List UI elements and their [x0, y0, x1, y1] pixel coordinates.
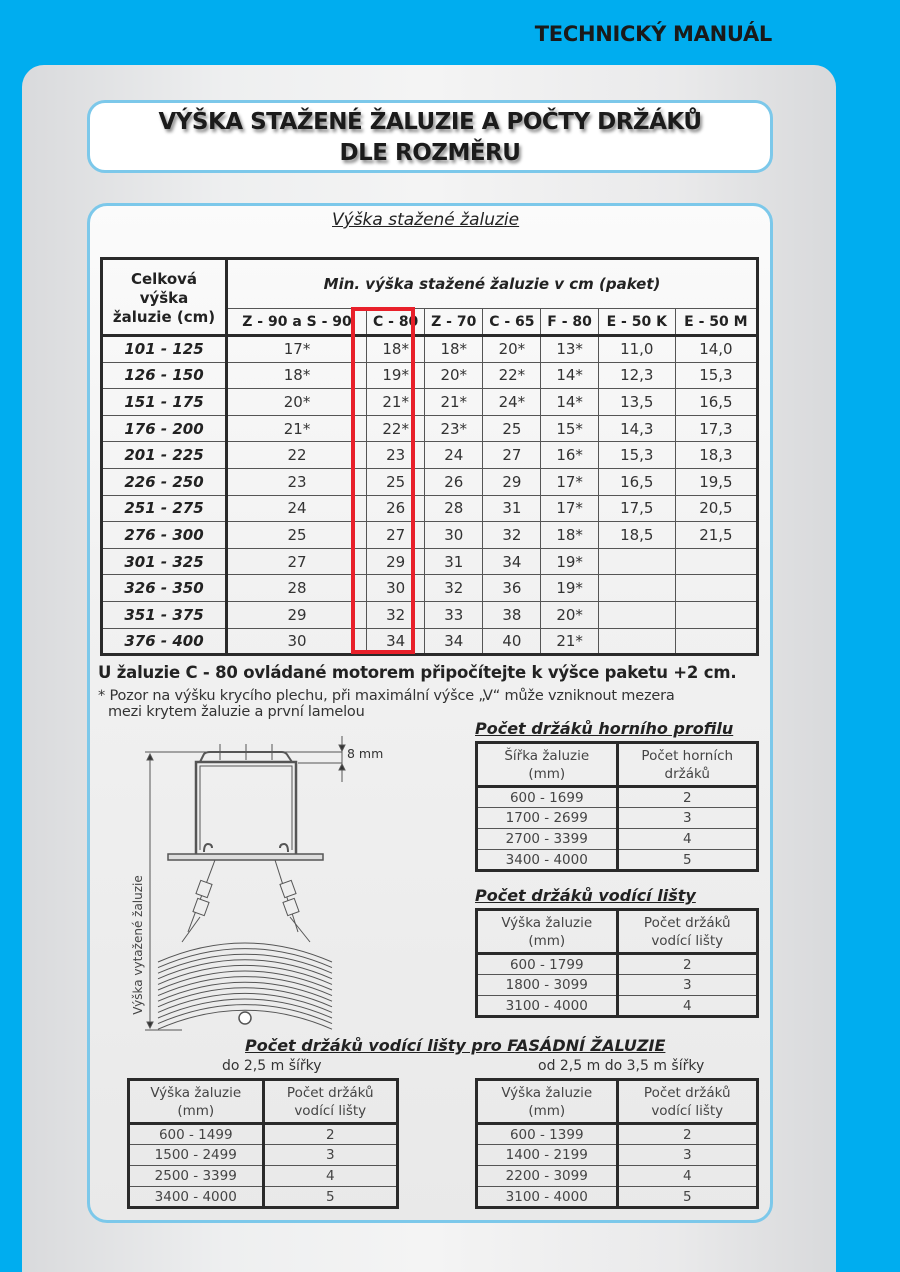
slat — [158, 993, 332, 1012]
table-cell: 29 — [483, 468, 541, 495]
row-label: 301 - 325 — [102, 548, 227, 575]
table-cell: 38 — [483, 601, 541, 628]
table-cell: 17* — [541, 495, 598, 522]
page-title — [87, 100, 773, 173]
table-cell: 20* — [483, 336, 541, 363]
range-cell: 600 - 1399 — [477, 1124, 618, 1145]
table-cell: 17* — [541, 468, 598, 495]
slat — [158, 965, 332, 984]
arrow-icon — [147, 754, 153, 760]
table-row — [129, 1166, 398, 1187]
table-cell: 34 — [425, 628, 483, 655]
table-cell: 14,0 — [675, 336, 757, 363]
table-cell: 32 — [425, 575, 483, 602]
count-cell: 5 — [617, 850, 758, 871]
count-cell: 3 — [617, 975, 758, 996]
column-header-line: Šířka žaluzie — [504, 747, 590, 764]
column-header: Z - 70 — [425, 309, 483, 336]
table-cell: 25 — [227, 522, 367, 549]
table-cell: 21* — [227, 415, 367, 442]
facade-right-table — [475, 1078, 759, 1209]
range-cell: 3400 - 4000 — [129, 1187, 264, 1208]
count-cell: 3 — [617, 808, 758, 829]
range-cell: 1400 - 2199 — [477, 1145, 618, 1166]
column-header — [617, 910, 758, 954]
count-cell: 2 — [617, 954, 758, 975]
table-cell — [598, 601, 675, 628]
arrow-icon — [147, 1022, 153, 1028]
motor-note: U žaluzie C - 80 ovládané motorem připočítejte k výšce paketu +2 cm. — [98, 663, 737, 682]
table-cell: 14* — [541, 389, 598, 416]
table-cell: 18* — [425, 336, 483, 363]
table-cell — [675, 548, 757, 575]
range-cell: 600 - 1699 — [477, 787, 618, 808]
table-row — [129, 1187, 398, 1208]
column-header-line: Počet držáků — [643, 1084, 731, 1101]
table-cell: 15* — [541, 415, 598, 442]
column-header — [263, 1080, 398, 1124]
range-cell: 2200 - 3099 — [477, 1166, 618, 1187]
table-cell: 19* — [541, 575, 598, 602]
table-cell: 20* — [227, 389, 367, 416]
slat — [158, 977, 332, 996]
range-cell: 3100 - 4000 — [477, 996, 618, 1017]
table-cell: 19* — [541, 548, 598, 575]
slat — [158, 982, 332, 1001]
table-cell: 17* — [227, 336, 367, 363]
slat — [158, 943, 332, 962]
count-cell: 2 — [617, 787, 758, 808]
table-cell: 14,3 — [598, 415, 675, 442]
table-cell: 21* — [541, 628, 598, 655]
header-row — [477, 1080, 758, 1124]
table-cell: 30 — [425, 522, 483, 549]
dimension-label-8mm: 8 mm — [347, 746, 384, 761]
column-header-line: (mm) — [528, 932, 566, 949]
table-row — [102, 628, 758, 655]
count-cell: 4 — [617, 829, 758, 850]
table-cell — [675, 628, 757, 655]
main-table-heading: Výška stažené žaluzie — [332, 210, 520, 230]
count-cell: 4 — [263, 1166, 398, 1187]
table-row — [102, 389, 758, 416]
column-header-line: Počet držáků — [286, 1084, 374, 1101]
table-cell: 33 — [425, 601, 483, 628]
header-row — [477, 743, 758, 787]
table-cell: 13* — [541, 336, 598, 363]
count-cell: 5 — [263, 1187, 398, 1208]
table-cell: 11,0 — [598, 336, 675, 363]
column-header: E - 50 M — [675, 309, 757, 336]
table-cell: 32 — [367, 601, 425, 628]
column-header-line: Počet držáků — [643, 914, 731, 931]
count-cell: 4 — [617, 996, 758, 1017]
table-cell — [598, 628, 675, 655]
column-header: C - 80 — [367, 309, 425, 336]
table-row — [102, 468, 758, 495]
table-cell: 26 — [425, 468, 483, 495]
column-header-line: držáků — [664, 765, 710, 782]
column-header-line: Počet horních — [641, 747, 734, 764]
table-body — [102, 336, 758, 655]
table-cell: 26 — [367, 495, 425, 522]
table-row — [102, 336, 758, 363]
table-cell: 24 — [227, 495, 367, 522]
row-label: 101 - 125 — [102, 336, 227, 363]
table-cell — [598, 575, 675, 602]
row-header-line: žaluzie (cm) — [112, 307, 216, 326]
slat-hole — [239, 1012, 251, 1024]
table-cell: 17,5 — [598, 495, 675, 522]
table-cell: 29 — [227, 601, 367, 628]
table-cell: 18,5 — [598, 522, 675, 549]
table-cell — [598, 548, 675, 575]
row-label: 151 - 175 — [102, 389, 227, 416]
table-row — [102, 495, 758, 522]
table-row — [477, 808, 758, 829]
row-label: 126 - 150 — [102, 362, 227, 389]
count-cell: 5 — [617, 1187, 758, 1208]
column-header — [617, 743, 758, 787]
table-cell: 20,5 — [675, 495, 757, 522]
table-cell: 21* — [367, 389, 425, 416]
table-cell: 28 — [227, 575, 367, 602]
row-header-line: výška — [139, 288, 189, 307]
facade-left-subtitle: do 2,5 m šířky — [222, 1058, 322, 1074]
table-row — [477, 850, 758, 871]
table-cell: 19,5 — [675, 468, 757, 495]
header-row — [129, 1080, 398, 1124]
column-header — [477, 743, 618, 787]
table-row — [129, 1145, 398, 1166]
range-cell: 3100 - 4000 — [477, 1187, 618, 1208]
table-cell: 28 — [425, 495, 483, 522]
table-cell — [675, 601, 757, 628]
table-cell: 12,3 — [598, 362, 675, 389]
table-cell: 34 — [367, 628, 425, 655]
column-header: Z - 90 a S - 90 — [227, 309, 367, 336]
table-cell: 29 — [367, 548, 425, 575]
count-cell: 2 — [617, 1124, 758, 1145]
row-label: 351 - 375 — [102, 601, 227, 628]
table-row — [477, 975, 758, 996]
guide-rail-table — [475, 908, 759, 1018]
table-cell: 15,3 — [675, 362, 757, 389]
row-header — [102, 259, 227, 336]
range-cell: 2500 - 3399 — [129, 1166, 264, 1187]
table-row — [477, 1145, 758, 1166]
column-header-line: vodící lišty — [294, 1102, 367, 1119]
column-header-line: (mm) — [528, 1102, 566, 1119]
range-cell: 600 - 1799 — [477, 954, 618, 975]
table-row — [477, 954, 758, 975]
facade-right-subtitle: od 2,5 m do 3,5 m šířky — [538, 1058, 705, 1074]
count-cell: 3 — [263, 1145, 398, 1166]
range-cell: 1700 - 2699 — [477, 808, 618, 829]
height-label: Výška vytažené žaluzie — [131, 875, 145, 1015]
table-cell: 32 — [483, 522, 541, 549]
table-cell: 23 — [227, 468, 367, 495]
header-row — [477, 910, 758, 954]
table-cell: 27 — [483, 442, 541, 469]
row-label: 251 - 275 — [102, 495, 227, 522]
row-label: 226 - 250 — [102, 468, 227, 495]
range-cell: 2700 - 3399 — [477, 829, 618, 850]
column-header — [617, 1080, 758, 1124]
group-header: Min. výška stažené žaluzie v cm (paket) — [227, 259, 758, 309]
page-title-line-2: DLE ROZMĚRU — [339, 140, 521, 166]
table-cell: 27 — [367, 522, 425, 549]
table-cell: 15,3 — [598, 442, 675, 469]
slat — [158, 949, 332, 968]
count-cell: 4 — [617, 1166, 758, 1187]
table-cell: 36 — [483, 575, 541, 602]
column-header-line: (mm) — [177, 1102, 215, 1119]
upper-profile-table — [475, 741, 759, 872]
table-cell: 14* — [541, 362, 598, 389]
table-cell: 16,5 — [675, 389, 757, 416]
table-row — [477, 787, 758, 808]
table-cell: 20* — [425, 362, 483, 389]
table-row — [102, 362, 758, 389]
slat — [158, 954, 332, 973]
table-cell: 16* — [541, 442, 598, 469]
table-cell: 27 — [227, 548, 367, 575]
table-row — [102, 548, 758, 575]
column-header-line: Výška žaluzie — [501, 914, 593, 931]
facade-left-table — [127, 1078, 399, 1209]
table-cell: 19* — [367, 362, 425, 389]
row-label: 201 - 225 — [102, 442, 227, 469]
table-row — [477, 1124, 758, 1145]
table-cell: 30 — [367, 575, 425, 602]
column-header: E - 50 K — [598, 309, 675, 336]
warning-line-2: mezi krytem žaluzie a první lamelou — [108, 704, 365, 720]
column-header-line: Výška žaluzie — [501, 1084, 593, 1101]
row-label: 176 - 200 — [102, 415, 227, 442]
table-cell: 24* — [483, 389, 541, 416]
column-header: F - 80 — [541, 309, 598, 336]
row-header-line: Celková — [130, 269, 198, 288]
table-row — [102, 415, 758, 442]
table-cell: 20* — [541, 601, 598, 628]
table-cell: 13,5 — [598, 389, 675, 416]
table-cell: 31 — [425, 548, 483, 575]
column-header — [129, 1080, 264, 1124]
table-cell: 23* — [425, 415, 483, 442]
table-cell: 22 — [227, 442, 367, 469]
row-label: 276 - 300 — [102, 522, 227, 549]
table-cell: 18* — [367, 336, 425, 363]
table-cell: 24 — [425, 442, 483, 469]
table-row — [477, 1187, 758, 1208]
table-cell: 18* — [227, 362, 367, 389]
table-cell: 16,5 — [598, 468, 675, 495]
table-row — [477, 829, 758, 850]
column-header-line: Výška žaluzie — [150, 1084, 242, 1101]
table-cell: 25 — [483, 415, 541, 442]
table-cell: 22* — [367, 415, 425, 442]
table-row — [477, 1166, 758, 1187]
column-header-line: (mm) — [528, 765, 566, 782]
count-cell: 2 — [263, 1124, 398, 1145]
table-cell: 31 — [483, 495, 541, 522]
range-cell: 3400 - 4000 — [477, 850, 618, 871]
row-label: 376 - 400 — [102, 628, 227, 655]
blind-cross-section-diagram — [120, 732, 400, 1038]
guide-rail-heading: Počet držáků vodící lišty — [475, 886, 696, 905]
table-cell: 34 — [483, 548, 541, 575]
table-cell — [675, 575, 757, 602]
table-cell: 18,3 — [675, 442, 757, 469]
column-header-line: vodící lišty — [651, 1102, 724, 1119]
column-header — [477, 1080, 618, 1124]
table-row — [102, 522, 758, 549]
table-row — [102, 442, 758, 469]
table-cell: 18* — [541, 522, 598, 549]
warning-note — [98, 688, 758, 720]
table-row — [102, 601, 758, 628]
facade-heading: Počet držáků vodící lišty pro FASÁDNÍ ŽALUZIE — [245, 1036, 666, 1055]
warning-line-1: * Pozor na výšku krycího plechu, při maximální výšce „V“ může vzniknout mezera — [98, 688, 675, 704]
table-cell: 21* — [425, 389, 483, 416]
range-cell: 1800 - 3099 — [477, 975, 618, 996]
column-header — [477, 910, 618, 954]
page-title-line-1: VÝŠKA STAŽENÉ ŽALUZIE A POČTY DRŽÁKŮ — [158, 109, 702, 135]
count-cell: 3 — [617, 1145, 758, 1166]
range-cell: 1500 - 2499 — [129, 1145, 264, 1166]
table-row — [102, 575, 758, 602]
range-cell: 600 - 1499 — [129, 1124, 264, 1145]
table-cell: 23 — [367, 442, 425, 469]
row-label: 326 - 350 — [102, 575, 227, 602]
table-cell: 30 — [227, 628, 367, 655]
table-cell: 21,5 — [675, 522, 757, 549]
table-cell: 40 — [483, 628, 541, 655]
table-row — [477, 996, 758, 1017]
slat — [158, 971, 332, 990]
slat — [158, 988, 332, 1007]
table-cell: 25 — [367, 468, 425, 495]
table-cell: 17,3 — [675, 415, 757, 442]
column-header-line: vodící lišty — [651, 932, 724, 949]
column-header: C - 65 — [483, 309, 541, 336]
manual-header: TECHNICKÝ MANUÁL — [534, 22, 772, 46]
table-row — [129, 1124, 398, 1145]
slat — [158, 960, 332, 979]
package-height-table — [100, 257, 759, 656]
table-cell: 22* — [483, 362, 541, 389]
upper-profile-heading: Počet držáků horního profilu — [475, 719, 734, 738]
